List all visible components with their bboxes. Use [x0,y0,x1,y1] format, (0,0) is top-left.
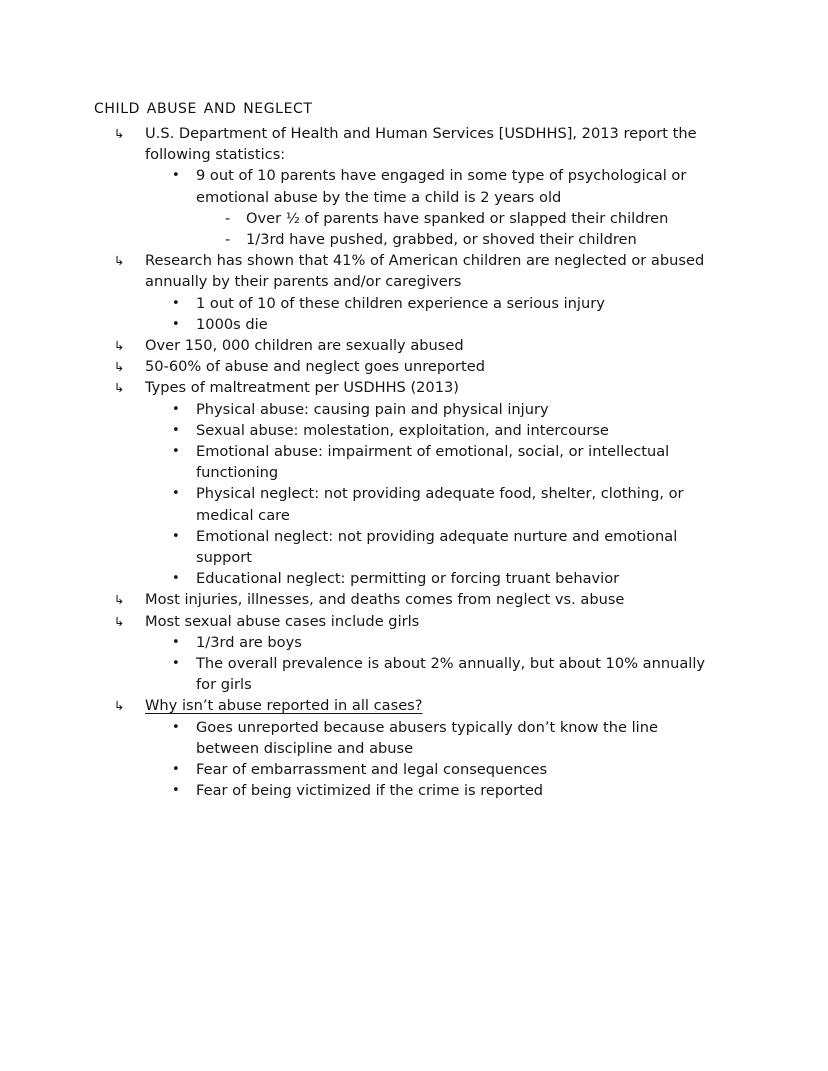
arrow-bullet-icon: ↳ [114,253,125,269]
page-title: child abuse and neglect [94,95,313,118]
dash-bullet-icon: - [225,231,231,249]
dot-bullet-icon: • [172,295,180,311]
outline-item-text: 50-60% of abuse and neglect goes unreported [145,358,486,376]
dot-bullet-icon: • [172,168,180,184]
dot-bullet-icon: • [172,783,180,799]
outline-item [0,441,828,483]
dot-bullet-icon: • [172,422,180,438]
outline-item [0,483,828,525]
outline-item [0,717,828,759]
outline-item [0,208,828,229]
dot-bullet-icon: • [172,719,180,735]
outline-item-text: 1000s die [196,315,268,333]
outline-item [0,314,828,335]
outline-item-text: Fear of embarrassment and legal consequences [196,761,548,779]
outline-item-text: 1 out of 10 of these children experience a serious injury [196,294,605,312]
dot-bullet-icon: • [172,316,180,332]
outline-item-text: Fear of being victimized if the crime is reported [196,782,544,800]
outline-item-text: Over 150, 000 children are sexually abused [145,337,464,355]
outline-item [0,589,828,610]
outline-item-text: Most sexual abuse cases include girls [145,612,420,630]
dot-bullet-icon: • [172,762,180,778]
dot-bullet-icon: • [172,571,180,587]
dot-bullet-icon: • [172,444,180,460]
outline-item [0,399,828,420]
outline-item-text: 1/3rd are boys [196,633,302,651]
dot-bullet-icon: • [172,401,180,417]
outline-item-text: Emotional neglect: not providing adequate nurture and emotional support [196,527,678,567]
outline-item [0,632,828,653]
outline-item-text: Why isn’t abuse reported in all cases? [145,697,423,715]
arrow-bullet-icon: ↳ [114,613,125,629]
outline-item-text: Over ½ of parents have spanked or slapped their children [246,209,669,227]
outline-item-text: Emotional abuse: impairment of emotional, social, or intellectual functioning [196,443,670,482]
dot-bullet-icon: • [172,656,180,672]
outline-item [0,229,828,250]
dash-bullet-icon: - [225,209,231,227]
outline-item-text: The overall prevalence is about 2% annually, but about 10% annually for girls [196,655,706,694]
outline-item [0,165,828,207]
outline-item-text: Sexual abuse: molestation, exploitation, and intercourse [196,421,609,439]
arrow-bullet-icon: ↳ [114,359,125,375]
outline-item [0,568,828,589]
arrow-bullet-icon: ↳ [114,338,125,354]
outline-item-text: Goes unreported because abusers typically don’t know the line between discipline and abuse [196,718,658,757]
outline-item [0,780,828,801]
outline-item-text: Research has shown that 41% of American children are neglected or abused annually by their parents and/or caregivers [145,252,705,291]
outline-item [0,526,828,568]
dot-bullet-icon: • [172,528,180,544]
outline-item-text: 1/3rd have pushed, grabbed, or shoved their children [246,231,637,249]
outline-item-text: Educational neglect: permitting or forcing truant behavior [196,570,620,588]
outline-item-text: Physical abuse: causing pain and physical injury [196,400,549,418]
dot-bullet-icon: • [172,486,180,502]
outline-item [0,759,828,780]
outline-item-text: 9 out of 10 parents have engaged in some type of psychological or emotional abuse by the time a child is 2 years old [196,167,687,206]
outline-item-text: Most injuries, illnesses, and deaths comes from neglect vs. abuse [145,591,625,609]
arrow-bullet-icon: ↳ [114,592,125,608]
outline-item-text: Types of maltreatment per USDHHS (2013) [145,379,459,397]
notes-outline [0,123,828,802]
dot-bullet-icon: • [172,634,180,650]
outline-item [0,695,828,716]
outline-item [0,293,828,314]
outline-item [0,420,828,441]
outline-item [0,653,828,695]
outline-item [0,123,828,165]
outline-item-text: U.S. Department of Health and Human Services [USDHHS], 2013 report the following statistics: [145,125,697,164]
outline-item [0,377,828,398]
outline-item-text: Physical neglect: not providing adequate food, shelter, clothing, or medical care [196,485,684,524]
outline-item [0,335,828,356]
outline-item [0,611,828,632]
outline-item [0,250,828,292]
arrow-bullet-icon: ↳ [114,698,125,714]
arrow-bullet-icon: ↳ [114,126,125,141]
outline-item [0,356,828,377]
arrow-bullet-icon: ↳ [114,380,125,396]
